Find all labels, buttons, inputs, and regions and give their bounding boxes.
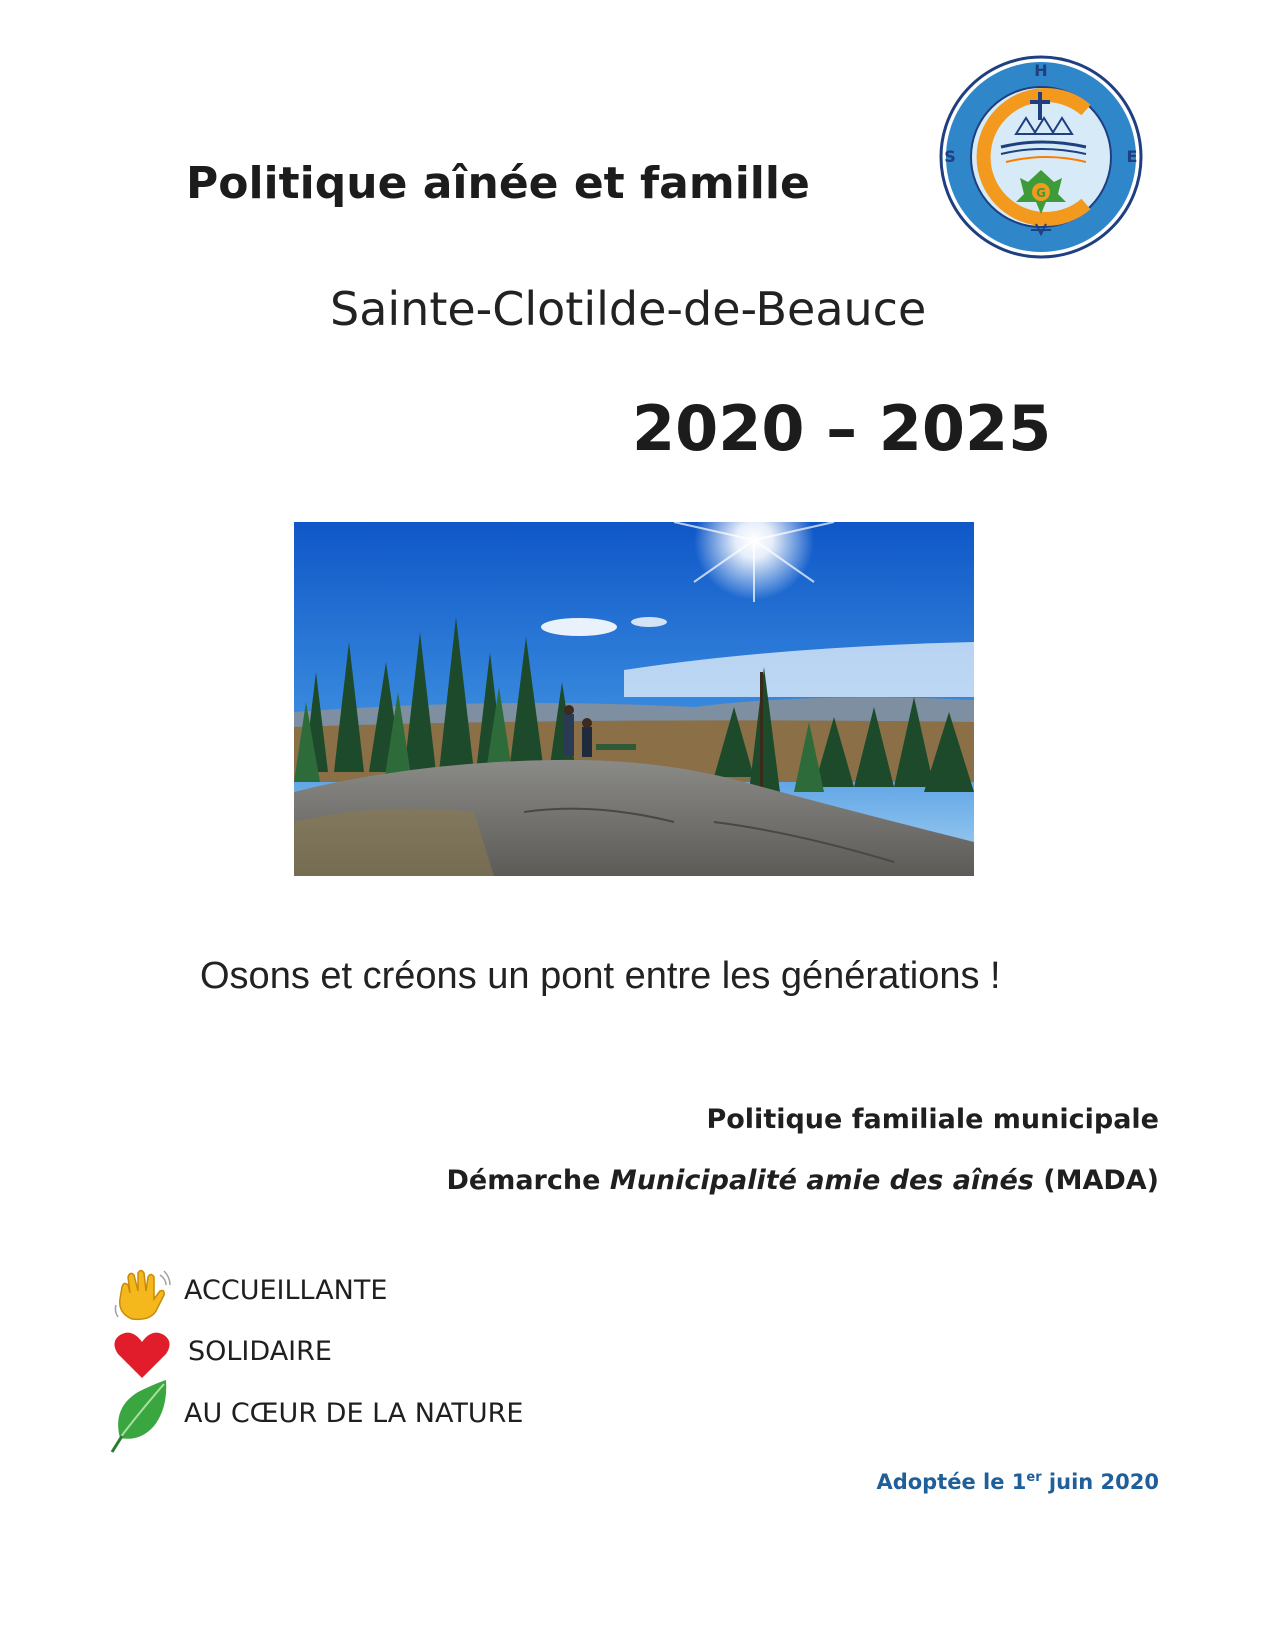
value-label: AU CŒUR DE LA NATURE <box>184 1398 524 1429</box>
waving-hand-icon <box>112 1265 172 1330</box>
landscape-photo <box>294 522 974 876</box>
subtitle-mada-suffix: (MADA) <box>1033 1165 1159 1196</box>
adoption-date <box>876 1470 1159 1494</box>
logo-letter-h: H <box>1034 61 1048 80</box>
logo-letter-c: C <box>936 52 937 53</box>
subtitle-mada-prefix: Démarche <box>446 1165 610 1196</box>
subtitle-mada-italic: Municipalité amie des aînés <box>609 1165 1034 1196</box>
subtitle-mada <box>446 1165 1159 1196</box>
value-label: SOLIDAIRE <box>188 1336 332 1367</box>
adoption-sup: er <box>1026 1470 1042 1485</box>
municipal-logo <box>936 52 1146 262</box>
slogan: Osons et créons un pont entre les générations ! <box>200 955 1001 997</box>
adoption-suffix: juin 2020 <box>1041 1470 1159 1494</box>
heart-icon <box>112 1330 172 1385</box>
document-title: Politique aînée et famille <box>186 158 810 209</box>
logo-letter-e: E <box>1126 147 1138 166</box>
logo-letter-g: G <box>1036 186 1046 200</box>
value-label: ACCUEILLANTE <box>184 1275 388 1306</box>
adoption-prefix: Adoptée le 1 <box>876 1470 1027 1494</box>
municipality-name: Sainte-Clotilde-de-Beauce <box>330 282 927 336</box>
subtitle-family-policy: Politique familiale municipale <box>706 1104 1159 1135</box>
logo-letter-s: S <box>944 147 956 166</box>
leaf-icon <box>108 1378 170 1459</box>
policy-years: 2020 – 2025 <box>632 392 1052 465</box>
